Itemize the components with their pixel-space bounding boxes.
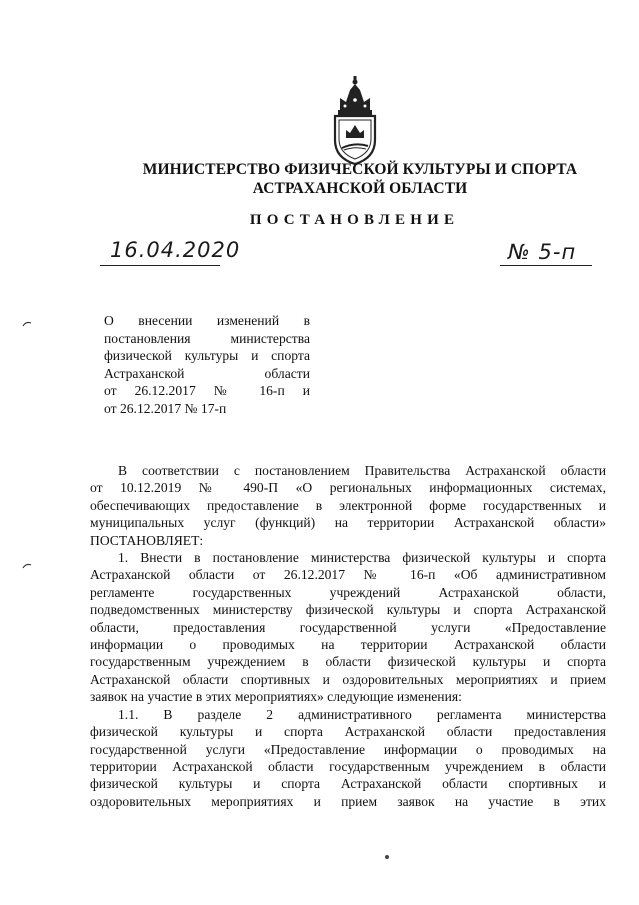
date-underline — [100, 265, 220, 266]
body-line: физической культуры и спорта Астраханской области спортивных и — [90, 776, 606, 792]
body-line: 1. Внести в постановление министерства физической культуры и спорта — [118, 550, 606, 566]
body-line: подведомственных министерству физической культуры и спорта Астраханской — [90, 602, 606, 618]
subject-line: от 26.12.2017 № 17-п — [104, 400, 227, 416]
coat-of-arms-icon — [326, 76, 384, 166]
body-line: информации о проводимых на территории Астраханской области — [90, 637, 606, 653]
ministry-title-line2: АСТРАХАНСКОЙ ОБЛАСТИ — [252, 180, 468, 197]
body-line: от 10.12.2019 № 490-П «О региональных информационных системах, — [90, 480, 606, 496]
body-line: обеспечивающих предоставление в электронной форме государственных и — [90, 497, 606, 513]
subject-line: О внесении изменений в — [104, 313, 310, 328]
subject-line: от 26.12.2017 № 16-п и — [104, 383, 310, 399]
number-underline — [500, 265, 592, 266]
body-line: территории Астраханской области государственным учреждением в области — [90, 758, 606, 774]
body-line: государственным учреждением в области физической культуры и спорта — [90, 654, 606, 670]
subject-line: постановления министерства — [104, 330, 310, 346]
left-margin-mark-icon — [22, 562, 32, 570]
body-line: В соответствии с постановлением Правительства Астраханской области — [118, 463, 606, 478]
handwritten-number: № 5-п — [508, 240, 577, 264]
body-line: 1.1. В разделе 2 административного регламента министерства — [118, 706, 606, 722]
body-line: Астраханской области от 26.12.2017 № 16-п «Об административном — [90, 567, 606, 583]
body-line: оздоровительных мероприятиях и прием заявок на участие в этих — [90, 793, 606, 809]
body-line: заявок на участие в этих мероприятиях» следующие изменения: — [90, 689, 462, 705]
handwritten-date: 16.04.2020 — [110, 238, 241, 262]
body-line: государственной услуги «Предоставление информации о проводимых на — [90, 741, 606, 757]
ministry-title-line1: МИНИСТЕРСТВО ФИЗИЧЕСКОЙ КУЛЬТУРЫ И СПОРТА — [142, 161, 578, 178]
left-margin-mark-icon — [22, 320, 32, 328]
subject-line: Астраханской области — [104, 365, 310, 381]
body-line: Астраханской области спортивных и оздоровительных мероприятиях и прием — [90, 671, 606, 687]
body-line: области, предоставления государственной услуги «Предоставление — [90, 619, 606, 635]
document-body — [90, 462, 606, 810]
body-line: ПОСТАНОВЛЯЕТ: — [90, 532, 204, 548]
body-line: муниципальных услуг (функций) на территории Астраханской области» — [90, 515, 606, 531]
subject-line: физической культуры и спорта — [104, 348, 310, 364]
scan-speck — [385, 855, 389, 859]
ministry-title — [100, 160, 620, 198]
document-type: ПОСТАНОВЛЕНИЕ — [249, 212, 460, 228]
subject-block — [104, 312, 310, 418]
body-line: физической культуры и спорта Астраханской области предоставления — [90, 724, 606, 740]
body-line: регламенте государственных учреждений Астраханской области, — [90, 584, 606, 600]
